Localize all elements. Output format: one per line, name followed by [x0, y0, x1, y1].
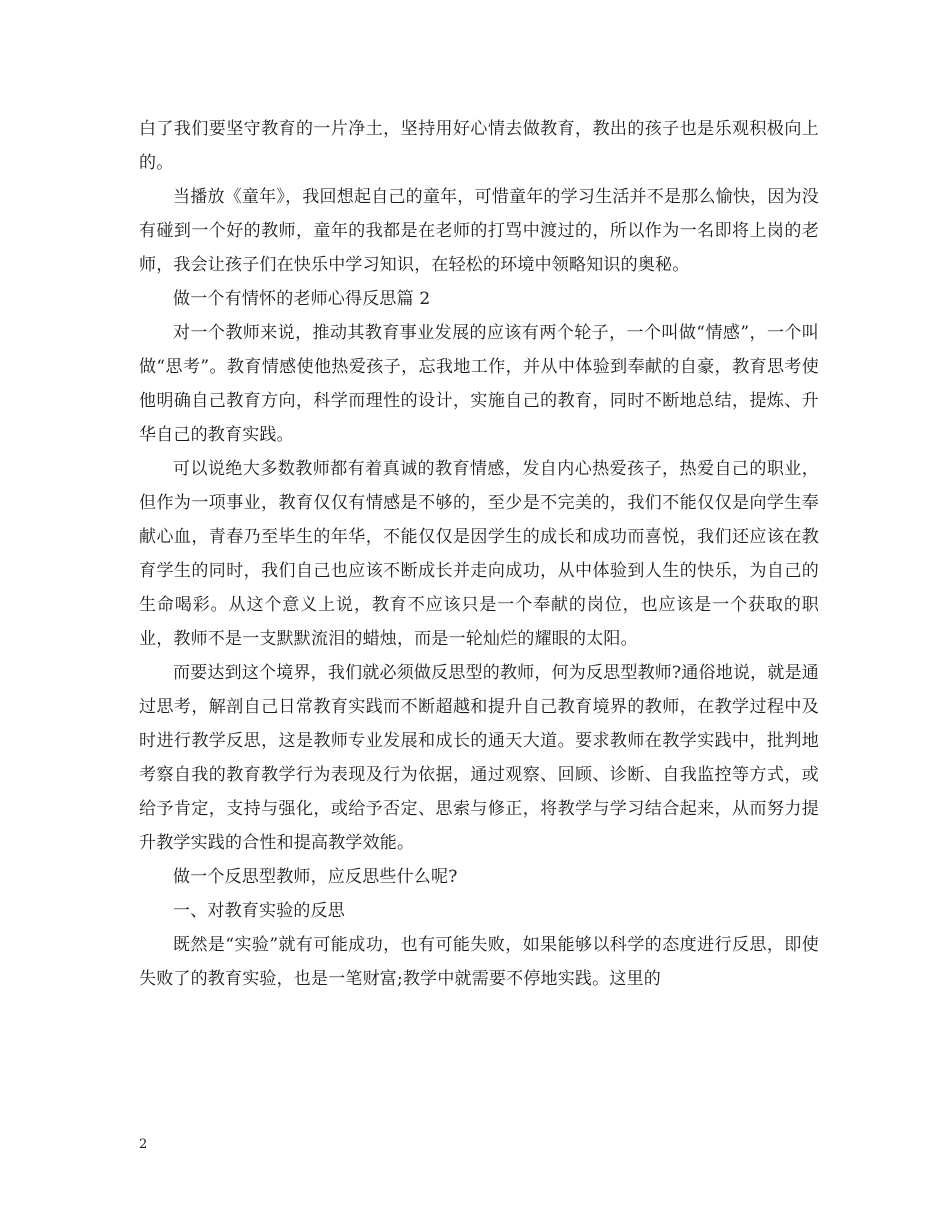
- paragraph: 可以说绝大多数教师都有着真诚的教育情感，发自内心热爱孩子，热爱自己的职业，但作为一项事业，教育仅仅有情感是不够的，至少是不完美的，我们不能仅仅是向学生奉献心血，青春乃至毕生的年华，不能仅仅是因学生的成长和成功而喜悦，我们还应该在教育学生的同时，我们自己也应该不断成长并走向成功，从中体验到人生的快乐，为自己的生命喝彩。从这个意义上说，教育不应该只是一个奉献的岗位，也应该是一个获取的职业，教师不是一支默默流泪的蜡烛，而是一轮灿烂的耀眼的太阳。: [139, 459, 819, 649]
- paragraph: 对一个教师来说，推动其教育事业发展的应该有两个轮子，一个叫做“情感”，一个叫做“思考”。教育情感使他热爱孩子，忘我地工作，并从中体验到奉献的自豪，教育思考使他明确自己教育方向，科学而理性的设计，实施自己的教育，同时不断地总结，提炼、升华自己的教育实践。: [139, 323, 819, 445]
- section-heading: 做一个有情怀的老师心得反思篇 2: [173, 289, 431, 309]
- paragraph: 既然是“实验”就有可能成功，也有可能失败，如果能够以科学的态度进行反思，即使失败了的教育实验，也是一笔财富;教学中就需要不停地实践。这里的: [139, 935, 819, 989]
- paragraph: 做一个反思型教师，应反思些什么呢?: [173, 867, 458, 887]
- paragraph: 白了我们要坚守教育的一片净土，坚持用好心情去做教育，教出的孩子也是乐观积极向上的。: [139, 119, 819, 173]
- paragraph: 而要达到这个境界，我们就必须做反思型的教师，何为反思型教师?通俗地说，就是通过思考，解剖自己日常教育实践而不断超越和提升自己教育境界的教师，在教学过程中及时进行教学反思，这是教师专业发展和成长的通天大道。要求教师在教学实践中，批判地考察自我的教育教学行为表现及行为依据，通过观察、回顾、诊断、自我监控等方式，或给予肯定，支持与强化，或给予否定、思索与修正，将教学与学习结合起来，从而努力提升教学实践的合性和提高教学效能。: [139, 663, 819, 853]
- document-body: [139, 112, 819, 996]
- paragraph: 当播放《童年》，我回想起自己的童年，可惜童年的学习生活并不是那么愉快，因为没有碰到一个好的教师，童年的我都是在老师的打骂中渡过的，所以作为一名即将上岗的老师，我会让孩子们在快乐中学习知识，在轻松的环境中领略知识的奥秘。: [139, 187, 819, 275]
- subsection-heading: 一、对教育实验的反思: [173, 901, 345, 921]
- page-number: 2: [139, 1137, 148, 1152]
